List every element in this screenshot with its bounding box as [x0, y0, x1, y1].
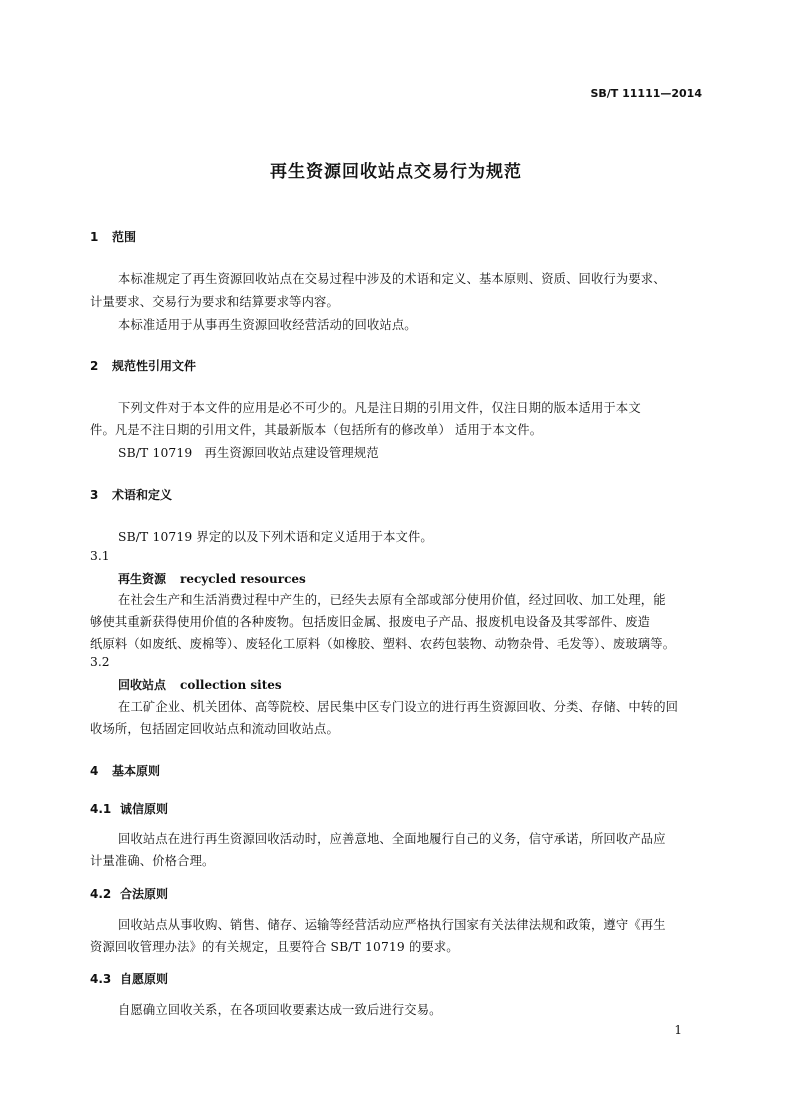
section-title: 术语和定义: [112, 488, 173, 502]
subsection-title: 诚信原则: [120, 802, 169, 816]
subsection-title: 合法原则: [120, 887, 169, 901]
term-en: recycled resources: [180, 572, 306, 586]
document-code-header: SB/T 11111—2014: [590, 87, 702, 100]
definition-line: 在工矿企业、机关团体、高等院校、居民集中区专门设立的进行再生资源回收、分类、存储、中转的回: [118, 700, 679, 714]
paragraph-line: 回收站点从事收购、销售、储存、运输等经营活动应严格执行国家有关法律法规和政策，遵守《再生: [118, 918, 666, 932]
paragraph-line: 计量要求、交易行为要求和结算要求等内容。: [90, 295, 339, 309]
section-title: 基本原则: [112, 764, 161, 778]
section-number: 2: [90, 359, 99, 373]
section-title: 范围: [112, 230, 137, 244]
paragraph-line: 本标准适用于从事再生资源回收经营活动的回收站点。: [118, 318, 417, 332]
definition-line: 纸原料（如废纸、废棉等）、废轻化工原料（如橡胶、塑料、农药包装物、动物杂骨、毛发等）、废玻璃等。: [90, 637, 676, 651]
paragraph-line: 下列文件对于本文件的应用是必不可少的。凡是注日期的引用文件，仅注日期的版本适用于本文: [118, 401, 641, 415]
paragraph-line: 自愿确立回收关系，在各项回收要素达成一致后进行交易。: [118, 1003, 442, 1017]
paragraph-line: 本标准规定了再生资源回收站点在交易过程中涉及的术语和定义、基本原则、资质、回收行为要求、: [118, 272, 666, 286]
definition-line: 够使其重新获得使用价值的各种废物。包括废旧金属、报废电子产品、报废机电设备及其零部件、废造: [90, 615, 651, 629]
document-title: 再生资源回收站点交易行为规范: [270, 162, 522, 182]
page-number: 1: [674, 1023, 682, 1037]
section-3-heading: [90, 486, 172, 503]
paragraph-line: 计量准确、价格合理。: [90, 854, 215, 868]
section-4-heading: [90, 762, 160, 779]
clause-number: 3.2: [90, 655, 110, 669]
subsection-number: 4.2: [90, 887, 112, 901]
subsection-4-2-heading: [90, 885, 168, 902]
subsection-number: 4.1: [90, 802, 112, 816]
subsection-4-3-heading: [90, 970, 168, 987]
normative-reference: SB/T 10719 再生资源回收站点建设管理规范: [118, 446, 379, 460]
paragraph-line: 回收站点在进行再生资源回收活动时，应善意地、全面地履行自己的义务，信守承诺，所回收产品应: [118, 832, 666, 846]
section-2-heading: [90, 357, 196, 374]
term-collection-sites: [118, 676, 282, 693]
paragraph-line: 资源回收管理办法》的有关规定，且要符合 SB/T 10719 的要求。: [90, 940, 459, 954]
paragraph-line: SB/T 10719 界定的以及下列术语和定义适用于本文件。: [118, 530, 433, 544]
clause-number: 3.1: [90, 549, 110, 563]
subsection-number: 4.3: [90, 972, 112, 986]
section-number: 3: [90, 488, 99, 502]
term-recycled-resources: [118, 570, 306, 587]
definition-line: 在社会生产和生活消费过程中产生的，已经失去原有全部或部分使用价值，经过回收、加工处理，能: [118, 593, 666, 607]
section-title: 规范性引用文件: [112, 359, 197, 373]
term-en: collection sites: [180, 678, 282, 692]
subsection-title: 自愿原则: [120, 972, 169, 986]
section-number: 4: [90, 764, 99, 778]
section-1-heading: [90, 228, 136, 245]
subsection-4-1-heading: [90, 800, 168, 817]
term-cn: 再生资源: [118, 572, 167, 586]
section-number: 1: [90, 230, 99, 244]
paragraph-line: 件。凡是不注日期的引用文件，其最新版本（包括所有的修改单） 适用于本文件。: [90, 423, 543, 437]
definition-line: 收场所，包括固定回收站点和流动回收站点。: [90, 722, 339, 736]
term-cn: 回收站点: [118, 678, 167, 692]
